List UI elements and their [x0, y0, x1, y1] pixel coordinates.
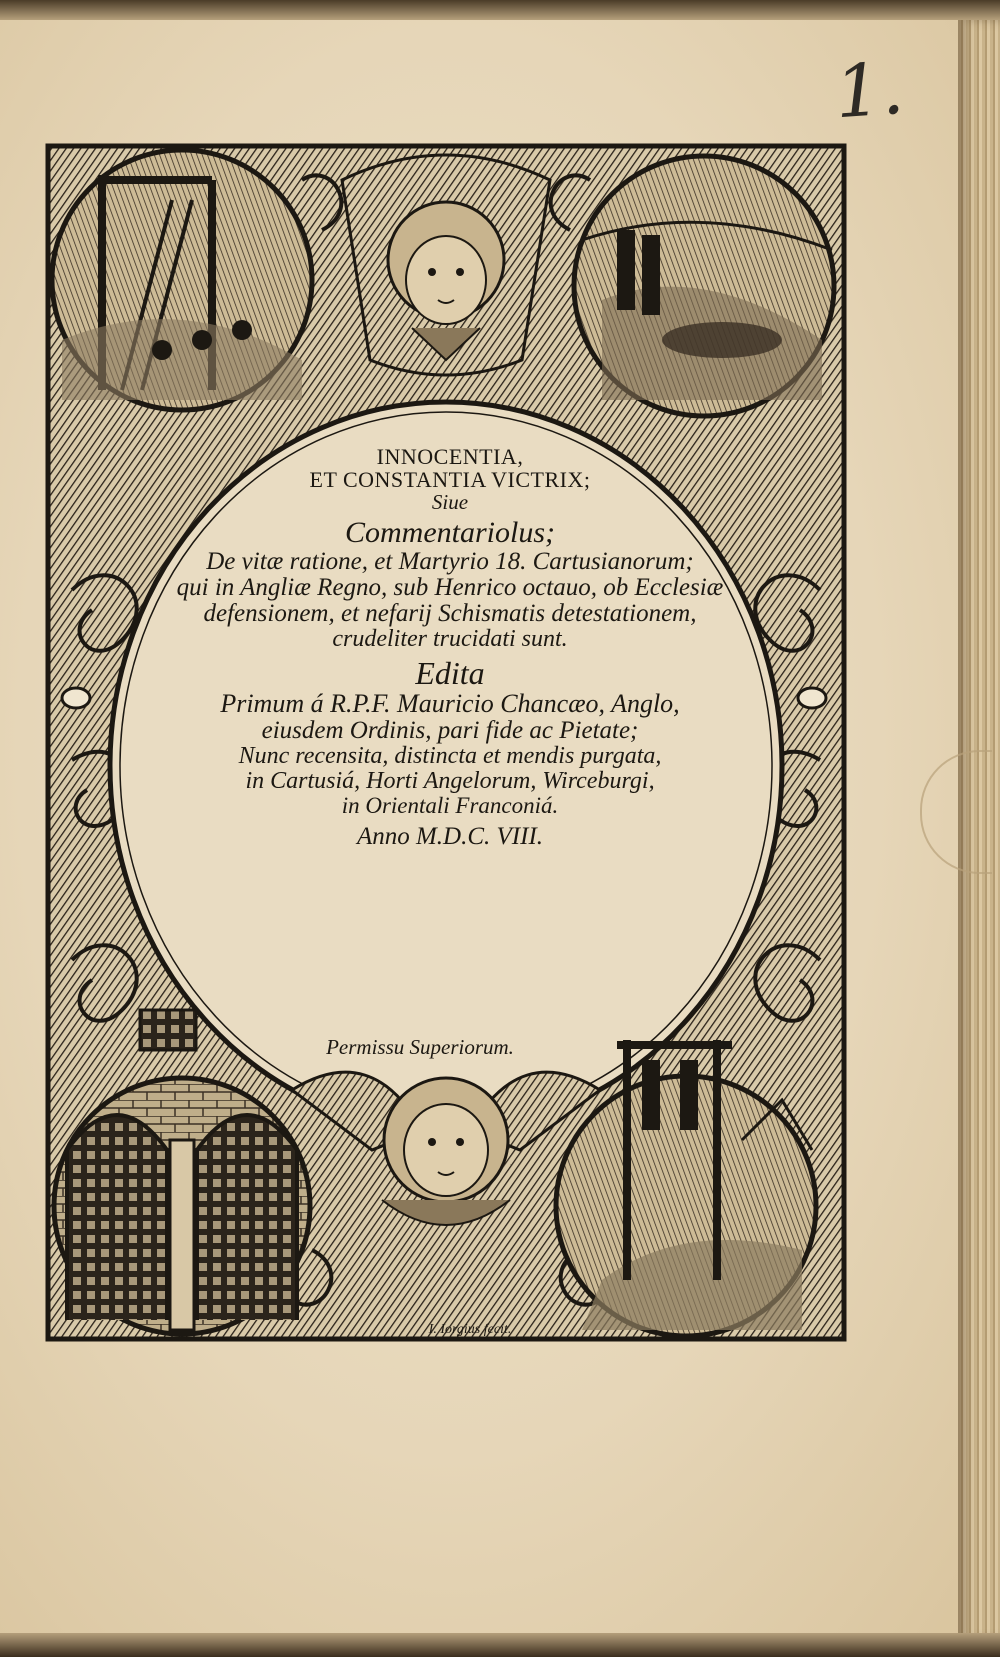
title-line-8: crudeliter trucidati sunt.	[332, 626, 568, 653]
gallows-ladder-scene	[52, 150, 312, 410]
engraver-signature: I. Iorgius fecit.	[428, 1322, 512, 1337]
title-line-15: Anno M.D.C. VIII.	[356, 823, 544, 851]
binding-bottom-edge	[0, 1633, 1000, 1657]
title-line-4: Commentariolus;	[345, 516, 555, 550]
title-line-1: INNOCENTIA,	[376, 444, 524, 469]
title-block	[120, 445, 780, 851]
title-line-6: qui in Angliæ Regno, sub Henrico octauo, ob Ecclesiæ	[176, 573, 724, 601]
title-line-12: Nunc recensita, distincta et mendis purgata,	[238, 742, 662, 769]
title-line-2: ET CONSTANTIA VICTRIX;	[309, 467, 591, 493]
title-line-14: in Orientali Franconiá.	[341, 793, 559, 819]
title-line-13: in Cartusiá, Horti Angelorum, Wirceburgi,	[245, 768, 655, 794]
title-line-11: eiusdem Ordinis, pari fide ac Pietate;	[261, 716, 639, 744]
leaf-number: 1.	[832, 45, 907, 135]
title-line-5: De vitæ ratione, et Martyrio 18. Cartusianorum;	[206, 547, 694, 575]
clasp-tab-imprint	[920, 750, 992, 874]
martyrdom-field-scene	[574, 156, 834, 416]
title-line-10: Primum á R.P.F. Mauricio Chancæo, Anglo,	[220, 689, 680, 719]
binding-top-edge	[0, 0, 1000, 20]
imprimatur: Permissu Superiorum.	[326, 1035, 514, 1059]
cherub-head-top	[342, 155, 550, 375]
title-line-9: Edita	[415, 654, 485, 691]
title-line-7: defensionem, et nefarij Schismatis detestationem,	[203, 600, 697, 628]
title-line-3: Siue	[431, 490, 469, 515]
